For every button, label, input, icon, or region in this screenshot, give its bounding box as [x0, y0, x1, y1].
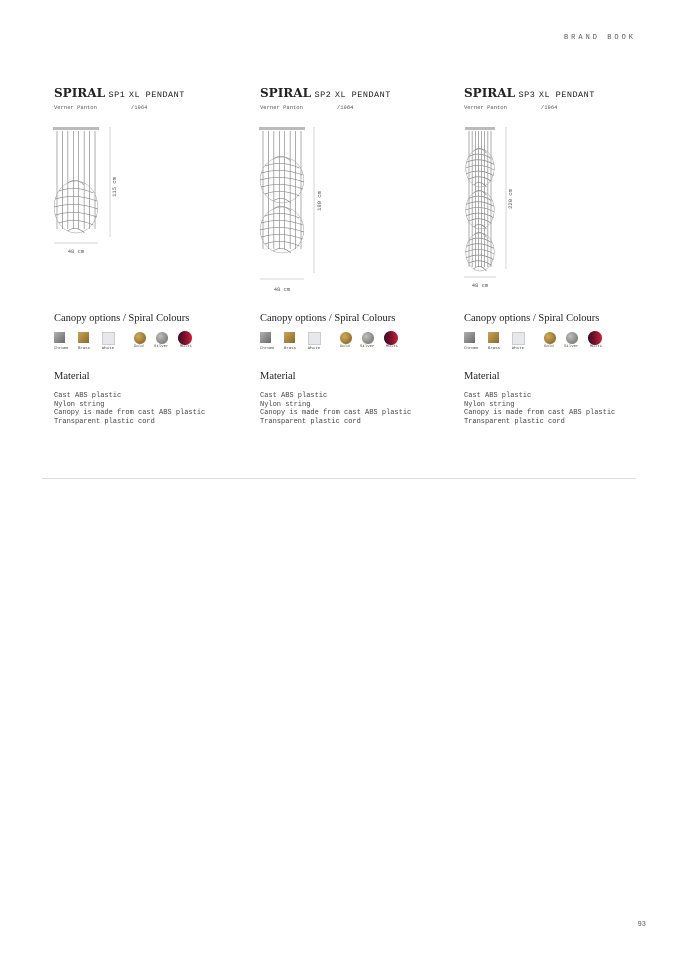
canopy-plate [259, 127, 305, 130]
spiral-curve [265, 213, 300, 218]
material-title: Material [260, 371, 296, 382]
spiral-curve [55, 212, 97, 217]
spiral-curve [466, 165, 495, 170]
material-item: Cast ABS plastic [260, 392, 328, 400]
lamp-illustration-sp2 [260, 127, 440, 313]
canopy-label: White [102, 347, 115, 351]
canopy-white-swatch [308, 332, 321, 345]
swatch-row [260, 332, 440, 354]
options-title: Canopy options / Spiral Colours [260, 313, 396, 324]
spiral-curve [59, 220, 93, 225]
spiral-curve [261, 170, 303, 175]
spiral-multi-swatch [178, 331, 192, 345]
canopy-brass-swatch [78, 332, 89, 343]
designer-name: Verner Panton [54, 104, 97, 111]
design-year: /1964 [540, 104, 558, 111]
material-item: Nylon string [464, 400, 515, 409]
spiral-curve [54, 204, 98, 209]
product-type: XL PENDANT [334, 90, 391, 100]
options-title: Canopy options / Spiral Colours [464, 313, 600, 324]
product-column-sp2 [260, 86, 440, 426]
height-label: 180 cm [316, 191, 323, 211]
product-title [54, 86, 234, 100]
material-item: Cast ABS plastic [464, 392, 532, 400]
product-drawing-sp2 [260, 127, 440, 313]
height-label: 115 cm [111, 177, 118, 197]
canopy-chrome-swatch [464, 332, 475, 343]
lamp-drawing [259, 127, 305, 253]
spiral-colour-label: Multi [180, 345, 193, 349]
design-year: /1964 [336, 104, 354, 111]
spiral-colour-label: Silver [360, 345, 375, 349]
spiral-gold-swatch [340, 332, 352, 344]
material-item: Nylon string [54, 400, 105, 409]
product-designer-line [464, 104, 644, 111]
canopy-label: White [512, 347, 525, 351]
canopy-label: Chrome [464, 347, 479, 351]
spiral-colour-label: Multi [590, 345, 603, 349]
width-label: 48 cm [273, 286, 291, 293]
spiral-gold-swatch [134, 332, 146, 344]
material-item: Canopy is made from cast ABS plastic [464, 409, 616, 417]
designer-name: Verner Panton [464, 104, 507, 111]
material-list [260, 392, 440, 426]
spiral-curve [466, 249, 495, 254]
spiral-multi-swatch [588, 331, 602, 345]
material-item: Canopy is made from cast ABS plastic [54, 409, 206, 417]
material-title: Material [54, 371, 90, 382]
material-item: Transparent plastic cord [260, 417, 361, 426]
swatch-row [54, 332, 234, 354]
spiral-curve [265, 163, 300, 168]
width-label: 48 cm [67, 248, 85, 255]
lamp-illustration-sp3 [464, 127, 644, 313]
material-item: Canopy is made from cast ABS plastic [260, 409, 412, 417]
spiral-curve [466, 213, 493, 218]
lamp-drawing [53, 127, 99, 233]
product-title [464, 86, 644, 100]
product-drawing-sp3 [464, 127, 644, 313]
spiral-silver-swatch [566, 332, 578, 344]
spiral-curve [265, 241, 300, 246]
canopy-white-swatch [512, 332, 525, 345]
canopy-chrome-swatch [260, 332, 271, 343]
spiral-curve [466, 244, 493, 249]
spiral-curve [466, 160, 493, 165]
spiral-curve [265, 191, 300, 196]
material-item: Transparent plastic cord [54, 417, 155, 426]
brand-book-header: BRAND BOOK [563, 34, 636, 42]
canopy-label: Brass [284, 347, 297, 351]
spiral-gold-swatch [544, 332, 556, 344]
product-designer-line [260, 104, 440, 111]
canopy-brass-swatch [488, 332, 499, 343]
canopy-brass-swatch [284, 332, 295, 343]
spiral-colour-label: Gold [340, 345, 350, 349]
product-brand: SPIRAL [464, 86, 516, 100]
material-list [54, 392, 234, 426]
page-number: 93 [637, 921, 646, 929]
canopy-chrome-swatch [54, 332, 65, 343]
canopy-plate [465, 127, 495, 130]
spiral-colour-label: Silver [564, 345, 579, 349]
spiral-curve [466, 255, 493, 260]
spiral-curve [261, 220, 303, 225]
material-list [464, 392, 644, 426]
product-title [260, 86, 440, 100]
height-label: 220 cm [507, 189, 514, 209]
spiral-curve [260, 227, 304, 232]
material-item: Nylon string [260, 400, 311, 409]
spiral-curve [466, 171, 493, 176]
spiral-curve [261, 234, 303, 239]
spiral-silver-swatch [362, 332, 374, 344]
lamp-illustration-sp1 [54, 127, 234, 313]
options-title: Canopy options / Spiral Colours [54, 313, 190, 324]
material-title: Material [464, 371, 500, 382]
product-type: XL PENDANT [128, 90, 185, 100]
canopy-label: White [308, 347, 321, 351]
spiral-colour-label: Gold [134, 345, 144, 349]
product-model: SP2 [314, 90, 332, 100]
lamp-drawing [465, 127, 495, 271]
spiral-colour-label: Multi [386, 345, 399, 349]
spiral-colour-label: Gold [544, 345, 554, 349]
material-item: Transparent plastic cord [464, 417, 565, 426]
section-divider [42, 478, 636, 479]
spiral-curve [260, 177, 304, 182]
material-item: Cast ABS plastic [54, 392, 122, 400]
designer-name: Verner Panton [260, 104, 303, 111]
product-brand: SPIRAL [54, 86, 106, 100]
product-drawing-sp1 [54, 127, 234, 313]
product-brand: SPIRAL [260, 86, 312, 100]
canopy-plate [53, 127, 99, 130]
spiral-curve [55, 196, 97, 201]
canopy-label: Brass [78, 347, 91, 351]
spiral-colour-label: Silver [154, 345, 169, 349]
design-year: /1964 [130, 104, 148, 111]
product-type: XL PENDANT [538, 90, 595, 100]
spiral-silver-swatch [156, 332, 168, 344]
width-label: 48 cm [471, 282, 489, 289]
spiral-multi-swatch [384, 331, 398, 345]
canopy-label: Chrome [54, 347, 69, 351]
product-model: SP3 [518, 90, 536, 100]
spiral-curve [59, 188, 93, 193]
product-model: SP1 [108, 90, 126, 100]
spiral-curve [466, 207, 495, 212]
canopy-white-swatch [102, 332, 115, 345]
canopy-label: Brass [488, 347, 501, 351]
spiral-curve [261, 184, 303, 189]
swatch-row [464, 332, 644, 354]
spiral-curve [466, 202, 493, 207]
product-designer-line [54, 104, 234, 111]
product-column-sp3 [464, 86, 644, 426]
product-column-sp1 [54, 86, 234, 426]
canopy-label: Chrome [260, 347, 275, 351]
